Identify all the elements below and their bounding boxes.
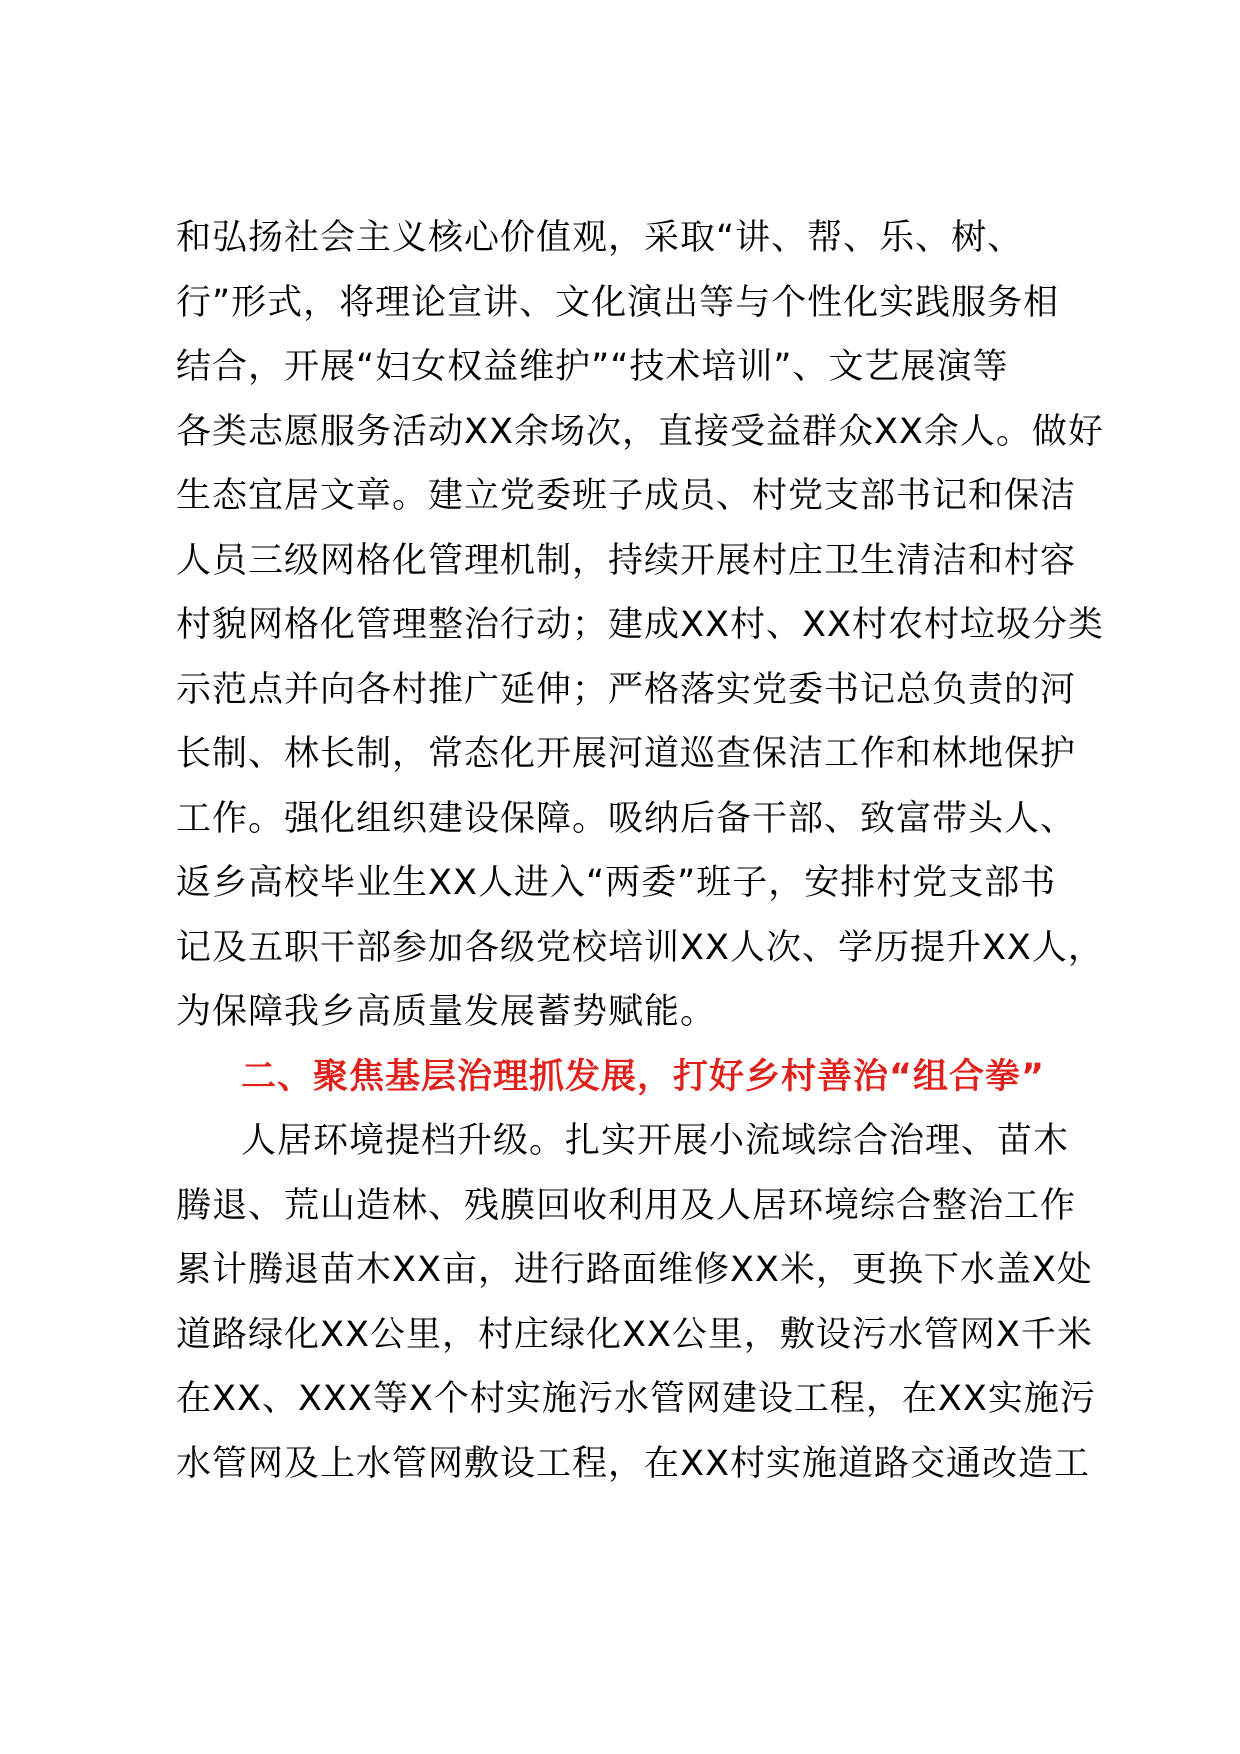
text-line: 工作。强化组织建设保障。吸纳后备干部、致富带头人、 (176, 798, 1077, 839)
text-line: 结合，开展“妇女权益维护”“技术培训”、文艺展演等 (176, 347, 1009, 387)
text-line: 各类志愿服务活动XX余场次，直接受益群众XX余人。做好 (176, 411, 1104, 452)
text-line: 人居环境提档升级。扎实开展小流域综合治理、苗木 (241, 1121, 1070, 1161)
text-line: 和弘扬社会主义核心价值观，采取“讲、帮、乐、树、 (176, 218, 1024, 258)
text-line: 人员三级网格化管理机制，持续开展村庄卫生清洁和村容 (176, 540, 1077, 581)
text-line: 为保障我乡高质量发展蓄势赋能。 (176, 992, 717, 1032)
document-body (176, 206, 1116, 1496)
section-heading: 二、聚焦基层治理抓发展，打好乡村善治“组合拳” (241, 1056, 1046, 1097)
text-line: 在XX、XXX等X个村实施污水管网建设工程，在XX实施污 (176, 1379, 1096, 1419)
text-line: 生态宜居文章。建立党委班子成员、村党支部书记和保洁 (176, 476, 1077, 516)
text-line: 返乡高校毕业生XX人进入“两委”班子，安排村党支部书 (176, 863, 1057, 903)
text-line: 累计腾退苗木XX亩，进行路面维修XX米，更换下水盖X处 (176, 1250, 1093, 1290)
text-line: 示范点并向各村推广延伸；严格落实党委书记总负责的河 (176, 669, 1077, 710)
text-line: 水管网及上水管网敷设工程，在XX村实施道路交通改造工 (176, 1443, 1090, 1484)
text-line: 道路绿化XX公里，村庄绿化XX公里，敷设污水管网X千米 (176, 1314, 1093, 1355)
text-line: 长制、林长制，常态化开展河道巡查保洁工作和林地保护 (176, 734, 1077, 774)
text-line: 村貌网格化管理整治行动；建成XX村、XX村农村垃圾分类 (176, 605, 1104, 645)
text-line: 记及五职干部参加各级党校培训XX人次、学历提升XX人， (176, 927, 1104, 968)
text-line: 行”形式，将理论宣讲、文化演出等与个性化实践服务相 (176, 282, 1060, 323)
text-line: 腾退、荒山造林、残膜回收利用及人居环境综合整治工作 (176, 1185, 1077, 1226)
paragraph-1 (176, 206, 1116, 1045)
paragraph-2 (176, 1109, 1116, 1496)
